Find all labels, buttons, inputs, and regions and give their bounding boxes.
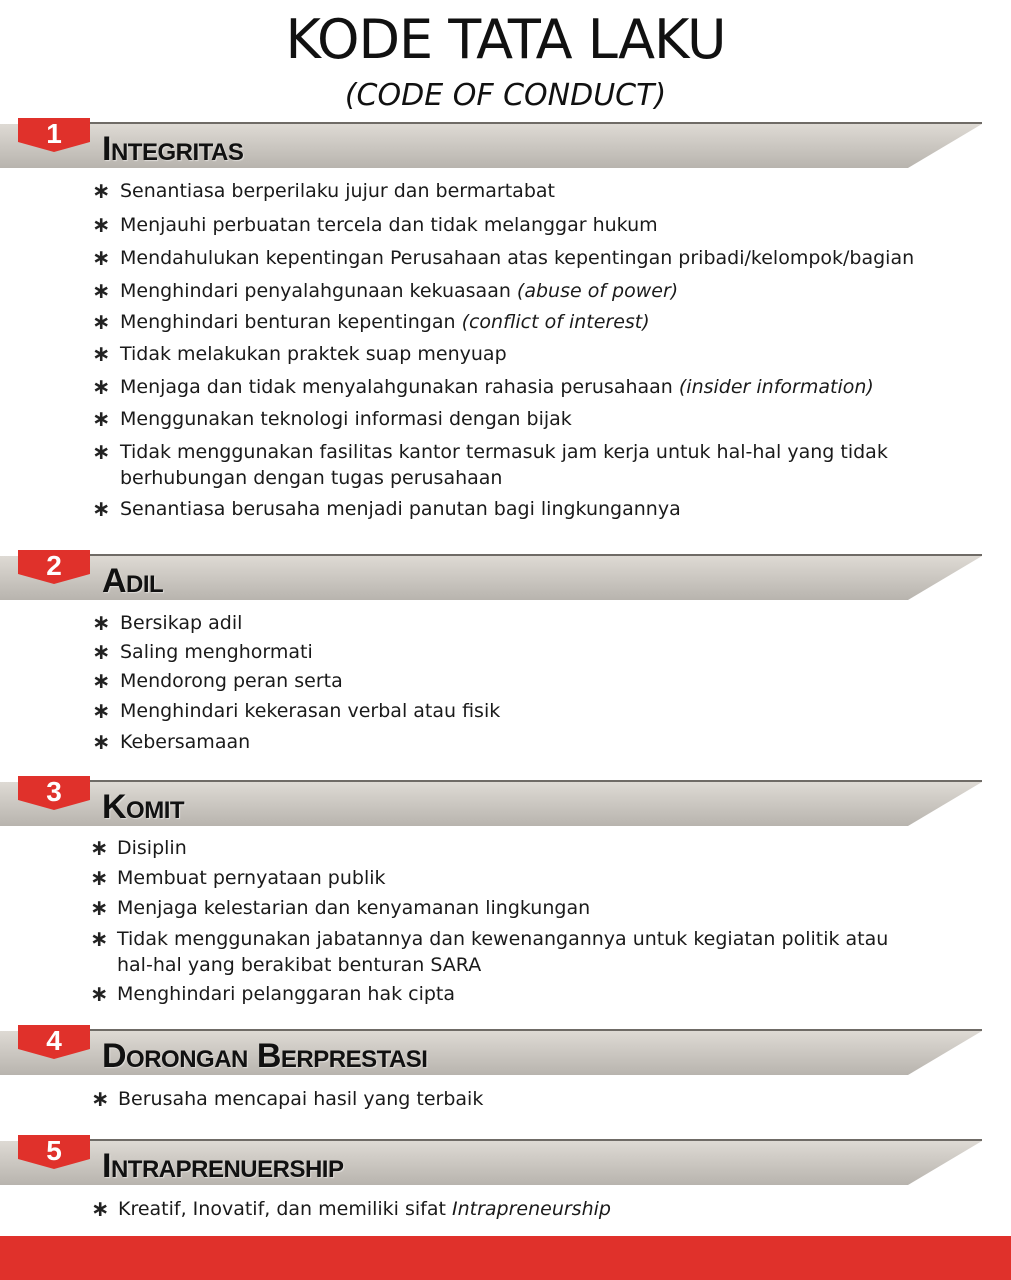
item-text: Senantiasa berperilaku jujur dan bermartabat: [120, 180, 555, 202]
asterisk-icon: ∗: [92, 730, 111, 755]
asterisk-icon: ∗: [91, 1087, 110, 1112]
item-text: Menjauhi perbuatan tercela dan tidak melanggar hukum: [120, 214, 658, 236]
item-emphasis: (abuse of power): [516, 280, 679, 302]
asterisk-icon: ∗: [92, 669, 111, 694]
section-number: 1: [46, 118, 62, 149]
list-item-text: [117, 836, 187, 861]
asterisk-icon: ∗: [92, 611, 111, 636]
list-item-text: [120, 497, 681, 522]
item-text: Membuat pernyataan publik: [117, 867, 386, 889]
asterisk-icon: ∗: [90, 836, 109, 861]
asterisk-icon: ∗: [90, 927, 109, 952]
list-item-text: [120, 669, 343, 694]
section-number: 5: [46, 1135, 62, 1166]
asterisk-icon: ∗: [90, 866, 109, 891]
item-text: Disiplin: [117, 837, 187, 859]
item-text: Mendahulukan kepentingan Perusahaan atas kepentingan pribadi/kelompok/bagian: [120, 247, 915, 269]
section-number: 2: [46, 550, 62, 581]
section-header: [0, 1135, 1011, 1195]
asterisk-icon: ∗: [92, 246, 111, 271]
section-heading: Dorongan Berprestasi: [102, 1037, 428, 1075]
asterisk-icon: ∗: [90, 896, 109, 921]
item-text: Senantiasa berusaha menjadi panutan bagi lingkungannya: [120, 498, 681, 520]
item-emphasis: (insider information): [678, 376, 874, 398]
asterisk-icon: ∗: [90, 982, 109, 1007]
asterisk-icon: ∗: [92, 497, 111, 522]
item-text: Menjaga dan tidak menyalahgunakan rahasia perusahaan: [120, 376, 679, 398]
item-text: Menggunakan teknologi informasi dengan bijak: [120, 408, 572, 430]
list-item-text: [118, 1197, 611, 1222]
section-heading: Intraprenuership: [102, 1147, 344, 1185]
list-item-text: [120, 375, 874, 400]
item-text: Menjaga kelestarian dan kenyamanan lingkungan: [117, 897, 591, 919]
item-text: Tidak menggunakan fasilitas kantor termasuk jam kerja untuk hal-hal yang tidak: [120, 441, 888, 463]
asterisk-icon: ∗: [92, 279, 111, 304]
section-header: [0, 776, 1011, 836]
list-item-text-line2: hal-hal yang berakibat benturan SARA: [117, 954, 482, 976]
asterisk-icon: ∗: [92, 179, 111, 204]
item-text: Tidak melakukan praktek suap menyuap: [120, 343, 507, 365]
section-heading: Komit: [102, 788, 185, 826]
list-item-text: [120, 611, 242, 636]
item-text: Bersikap adil: [120, 612, 243, 634]
list-item-text: [117, 927, 888, 952]
asterisk-icon: ∗: [91, 1197, 110, 1222]
item-text: Kreatif, Inovatif, dan memiliki sifat: [118, 1198, 452, 1220]
list-item-text: [118, 1087, 483, 1112]
section-header: [0, 1025, 1011, 1085]
item-text: Kebersamaan: [120, 731, 251, 753]
list-item-text: [120, 440, 888, 465]
item-emphasis: (conflict of interest): [461, 311, 650, 333]
list-item-text: [120, 640, 313, 665]
asterisk-icon: ∗: [92, 640, 111, 665]
asterisk-icon: ∗: [92, 342, 111, 367]
list-item-text: [120, 213, 658, 238]
asterisk-icon: ∗: [92, 375, 111, 400]
list-item-text: [120, 246, 914, 271]
item-text: Mendorong peran serta: [120, 670, 343, 692]
list-item-text: [120, 179, 555, 204]
section-number: 3: [46, 776, 62, 807]
item-text: Menghindari penyalahgunaan kekuasaan: [120, 280, 517, 302]
section-header: [0, 118, 1011, 178]
asterisk-icon: ∗: [92, 407, 111, 432]
list-item-text: [120, 342, 507, 367]
asterisk-icon: ∗: [92, 440, 111, 465]
page-title: KODE TATA LAKU: [285, 8, 726, 71]
item-text: Menghindari pelanggaran hak cipta: [117, 983, 456, 1005]
list-item-text: [117, 896, 590, 921]
section-heading: Adil: [102, 562, 164, 600]
list-item-text: [120, 310, 650, 335]
section-heading: Integritas: [102, 130, 244, 168]
item-text: Saling menghormati: [120, 641, 313, 663]
asterisk-icon: ∗: [92, 213, 111, 238]
footer-bar: [0, 1236, 1011, 1280]
section-header: [0, 550, 1011, 610]
item-text: Berusaha mencapai hasil yang terbaik: [118, 1088, 484, 1110]
asterisk-icon: ∗: [92, 699, 111, 724]
item-text: Menghindari benturan kepentingan: [120, 311, 462, 333]
list-item-text: [117, 866, 386, 891]
list-item-text: [117, 982, 455, 1007]
section-number: 4: [46, 1025, 62, 1056]
list-item-text: [120, 407, 572, 432]
list-item-text: [120, 279, 678, 304]
asterisk-icon: ∗: [92, 310, 111, 335]
item-text: Tidak menggunakan jabatannya dan kewenangannya untuk kegiatan politik atau: [117, 928, 889, 950]
item-text: Menghindari kekerasan verbal atau fisik: [120, 700, 501, 722]
list-item-text-line2: berhubungan dengan tugas perusahaan: [120, 467, 503, 489]
item-emphasis: Intrapreneurship: [451, 1198, 611, 1220]
list-item-text: [120, 699, 500, 724]
page-subtitle: (CODE OF CONDUCT): [344, 78, 667, 113]
list-item-text: [120, 730, 250, 755]
